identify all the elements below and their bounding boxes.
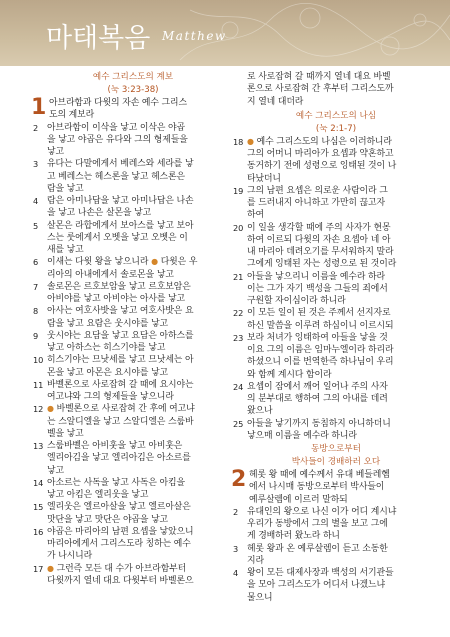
verse-number: 12 [33, 404, 44, 415]
verse-line: 유대인의 왕으로 나신 이가 어디 계시냐 [247, 506, 397, 517]
verse-line: 이는 그가 자기 백성을 그들의 죄에서 [247, 283, 388, 294]
verse-line: 맛단을 낳고 맛단은 야곱을 낳고 [47, 514, 169, 525]
verse-number: 11 [33, 379, 44, 390]
verse-line: 낳고 아하스는 히스기야를 낳고 [47, 343, 166, 353]
verse-line: 아브라함과 다윗의 자손 예수 그리스 [49, 98, 187, 108]
verse-number: 5 [33, 220, 39, 231]
verse-number: 18 [233, 136, 244, 147]
right-column [233, 71, 439, 604]
section-reference: (눅 2:1-7) [315, 123, 357, 134]
verse-line: 타났더니 [247, 173, 281, 184]
verse [233, 418, 439, 443]
verse-continuation [233, 71, 439, 108]
verse-line: 스는 룻에게서 오벳을 낳고 오벳은 이 [47, 232, 188, 243]
verse-number: 8 [33, 306, 39, 317]
verse-line: 헤롯 왕과 온 예루살렘이 듣고 소동한 [247, 543, 388, 554]
verse-line: 을 모아 그리스도가 어디서 나겠느냐 [247, 580, 385, 591]
verse-number: 4 [33, 196, 39, 206]
verse-line: 고 베레스는 헤스론을 낳고 헤스론은 [47, 171, 185, 182]
verse-line: 리아의 아내에게서 솔로몬을 낳고 [47, 269, 174, 280]
verse-number: 2 [233, 506, 239, 517]
section-reference: (눅 3:23-38) [107, 85, 159, 95]
verse-number: 23 [233, 332, 244, 343]
verse [33, 281, 233, 306]
verse-number: 20 [233, 222, 244, 233]
verse-line: 하여 [247, 210, 264, 221]
verse-line: 엘리아김을 낳고 엘리아김은 아소르를 [47, 453, 191, 464]
verse-line: 스룹바벨은 아비훗을 낳고 아비훗은 [47, 441, 183, 451]
verse [33, 403, 233, 440]
section-title: 동방으로부터 [311, 444, 361, 454]
verse [233, 222, 439, 271]
verse-number: 13 [33, 441, 44, 451]
verse-line: 예루살렘에 이르러 말하되 [249, 494, 348, 505]
verse [33, 440, 233, 477]
verse-line: 을 낳고 나손은 살몬을 낳고 [47, 208, 152, 219]
verse-line: 가 나시니라 [47, 551, 93, 562]
verse-line: 구원할 자이심이라 하니라 [247, 296, 346, 306]
verse-line: 지라 [247, 555, 264, 566]
verse [233, 136, 439, 185]
verse-line: 아비야를 낳고 아비야는 아사를 낳고 [47, 294, 185, 304]
section-title-line2: 박사들이 경배하러 오다 [291, 457, 381, 467]
verse-number: 14 [33, 477, 44, 488]
verse-line: 하여 이르되 다윗의 자손 요셉아 네 아 [247, 234, 391, 245]
verse-number: 4 [233, 568, 239, 578]
verse [33, 220, 233, 257]
verse-line: 왔으나 [247, 406, 273, 417]
verse-line: 아소르는 사독을 낳고 사독은 아킴을 [47, 477, 185, 488]
verse-line: 낳으매 이름을 예수라 하니라 [247, 430, 357, 441]
verse-line: 는 스알디엘을 낳고 스알디엘은 스룹바 [47, 416, 194, 427]
verse-line: 벨을 낳고 [47, 428, 84, 439]
verse [233, 271, 439, 308]
verse-line: 여고냐와 그의 형제들을 낳으니라 [47, 392, 174, 402]
verse [33, 330, 233, 355]
verse-number: 19 [233, 185, 244, 196]
verse-line: ● 그런즉 모든 대 수가 아브라함부터 [47, 563, 187, 574]
left-column [33, 71, 233, 587]
section-title: 예수 그리스도의 나심 [295, 110, 377, 121]
verse-line: ● 바벨론으로 사로잡혀 간 후에 여고냐 [47, 404, 195, 415]
verse-line: 다윗까지 열네 대요 다윗부터 바벨론으 [47, 575, 194, 586]
verse-line: 새를 낳고 [47, 245, 84, 255]
verse-number: 3 [33, 159, 39, 170]
verse [33, 563, 233, 588]
verse-line: 물으니 [247, 592, 273, 603]
verse-line: 하셨으니 이를 번역한즉 하나님이 우리 [247, 357, 394, 368]
verse [33, 477, 233, 502]
verse-number: 15 [33, 502, 44, 513]
verse-line: 그에게 잉태된 자는 성령으로 된 것이라 [247, 259, 397, 270]
verse-line: 람을 낳고 [47, 183, 84, 194]
verse-line: 솔로몬은 르호보암을 낳고 르호보암은 [47, 281, 191, 292]
verse-line: 와 함께 계시다 함이라 [247, 369, 332, 380]
verse-line: 를 드러내지 아니하고 가만히 끊고자 [247, 198, 385, 208]
verse-line: 게 경배하러 왔노라 하니 [247, 531, 340, 542]
verse-line: 헤롯 왕 때에 예수께서 유대 베들레헴 [249, 470, 390, 480]
verse-line: 몬을 낳고 아몬은 요시야를 낳고 [47, 367, 169, 378]
verse [33, 122, 233, 159]
verse-line: 야곱은 마리아의 남편 요셉을 낳았으니 [47, 526, 194, 537]
verse-number: 9 [33, 330, 39, 341]
verse-line: 마리아에게서 그리스도라 칭하는 예수 [47, 539, 191, 549]
verse-line: 낳고 [47, 147, 64, 157]
section-title: 예수 그리스도의 계보 [92, 72, 174, 82]
verse-number: 17 [33, 563, 44, 574]
verse [33, 305, 233, 330]
verse [233, 185, 439, 222]
verse-line: 바벨론으로 사로잡혀 갈 때에 요시야는 [47, 379, 194, 390]
verse-line: 동거하기 전에 성령으로 잉태된 것이 나 [247, 161, 397, 172]
verse [233, 543, 439, 568]
verse [233, 469, 439, 506]
verse-line: 낳고 아킴은 엘리웃을 낳고 [47, 490, 149, 500]
verse-line: 보라 처녀가 잉태하여 아들을 낳을 것 [247, 332, 388, 343]
verse-line: 엘리웃은 엘르아살을 낳고 엘르아살은 [47, 502, 191, 513]
verse-line: 요셉이 잠에서 깨어 일어나 주의 사자 [247, 381, 388, 392]
verse-line: 람은 아미나답을 낳고 아미나답은 나손 [47, 196, 194, 206]
verse [233, 506, 439, 543]
verse-line: 그의 어머니 마리아가 요셉과 약혼하고 [247, 149, 394, 159]
verse-line: 도의 계보라 [49, 110, 95, 121]
verse-line: 히스기야는 므낫세를 낳고 므낫세는 아 [47, 355, 194, 366]
verse-line: 살몬은 라합에게서 보아스를 낳고 보아 [47, 220, 194, 231]
book-title: 마태복음 [46, 23, 151, 54]
verse-number: 24 [233, 381, 244, 392]
verse-line: 낳고 [47, 465, 64, 476]
verse-line: 그의 남편 요셉은 의로운 사람이라 그 [247, 185, 388, 196]
verse-number: 6 [33, 257, 39, 268]
verse-line: 이요 그의 이름은 임마누엘이라 하리라 [247, 345, 394, 355]
verse-number: 16 [33, 526, 44, 537]
book-subtitle: Matthew [162, 29, 227, 43]
verse-line: 우리가 동방에서 그의 별을 보고 그에 [247, 519, 388, 529]
verse-line: 아브라함이 이삭을 낳고 이삭은 야곱 [47, 122, 185, 133]
verse [33, 379, 233, 404]
verse-line: 지 열네 대더라 [247, 96, 304, 107]
verse-line: 웃시야는 요담을 낳고 요담은 아하스를 [47, 330, 194, 341]
verse-line: 을 낳고 야곱은 유다와 그의 형제들을 [47, 134, 188, 145]
verse-line: 유다는 다말에게서 베레스와 세라를 낳 [47, 159, 194, 170]
verse [33, 97, 233, 122]
verse-line: 람을 낳고 요람은 웃시야를 낳고 [47, 318, 169, 329]
verse [233, 332, 439, 381]
verse-number: 22 [233, 308, 244, 319]
verse-line: 로 사로잡혀 갈 때까지 열네 대요 바벨 [247, 72, 391, 82]
verse-number: 2 [33, 122, 39, 133]
verse-line: 이 모든 일이 된 것은 주께서 선지자로 [247, 308, 391, 319]
verse [33, 195, 233, 220]
verse-line: 하신 말씀을 이루려 하심이니 이르시되 [247, 320, 394, 331]
verse [33, 526, 233, 563]
verse-line: 이 일을 생각할 때에 주의 사자가 현몽 [247, 222, 391, 233]
verse [233, 381, 439, 418]
verse-number: 25 [233, 418, 244, 429]
verse-line: 의 분부대로 행하여 그의 아내를 데려 [247, 394, 388, 404]
verse [33, 354, 233, 379]
chapter-number: 2 [231, 467, 247, 492]
verse-number: 3 [233, 543, 239, 554]
verse-number: 21 [233, 271, 244, 282]
verse-line: 론으로 사로잡혀 간 후부터 그리스도까 [247, 84, 394, 95]
verse-line: 아사는 여호사밧을 낳고 여호사밧은 요 [47, 306, 194, 317]
verse-number: 7 [33, 281, 39, 292]
verse [33, 501, 233, 526]
verse [33, 158, 233, 195]
verse-line: 아들을 낳기까지 동침하지 아니하더니 [247, 418, 391, 429]
verse [33, 256, 233, 281]
chapter-number: 1 [31, 95, 47, 120]
verse-line: 왕이 모든 대제사장과 백성의 서기관들 [247, 568, 394, 578]
verse-line: 아들을 낳으리니 이름을 예수라 하라 [247, 271, 385, 282]
page-header [0, 0, 450, 66]
verse-line: 이새는 다윗 왕을 낳으니라 ● 다윗은 우 [47, 257, 198, 268]
verse-line: ● 예수 그리스도의 나심은 이러하니라 [247, 136, 392, 147]
verse [233, 567, 439, 604]
verse [233, 307, 439, 332]
verse-line: 에서 나시매 동방으로부터 박사들이 [249, 482, 385, 493]
verse-line: 내 마리아 데려오기를 무서워하지 말라 [247, 247, 394, 257]
verse-number: 10 [33, 355, 44, 366]
